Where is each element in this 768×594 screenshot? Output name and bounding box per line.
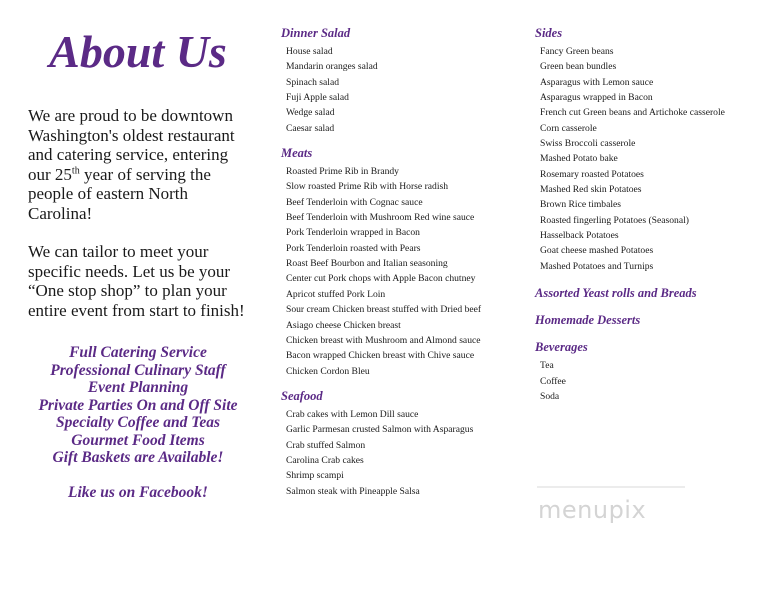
section-title-desserts: Homemade Desserts: [535, 313, 641, 328]
menu-item: Mandarin oranges salad: [286, 61, 378, 73]
menu-item: Asparagus wrapped in Bacon: [540, 92, 653, 104]
service-item: Event Planning: [87, 379, 189, 396]
section-title-rolls: Assorted Yeast rolls and Breads: [535, 286, 697, 301]
menu-column-middle: [281, 26, 511, 509]
about-paragraph-2: We can tailor to meet your specific needs. Let us be your “One stop shop” to plan your entire event from start to finish!: [28, 242, 245, 320]
section-title-dinner-salad: Dinner Salad: [281, 26, 351, 40]
menu-column-right: [535, 26, 760, 414]
section-title-seafood: Seafood: [281, 388, 323, 403]
dinner-salad-list: [286, 44, 511, 136]
menu-item: Wedge salad: [286, 107, 335, 119]
menu-item: Chicken breast with Mushroom and Almond sauce: [286, 334, 481, 346]
menu-item: Green bean bundles: [540, 61, 617, 73]
menu-item: Beef Tenderloin with Cognac sauce: [286, 196, 423, 208]
menu-item: Goat cheese mashed Potatoes: [540, 245, 654, 257]
service-item: Gift Baskets are Available!: [52, 449, 224, 466]
menu-item: Roasted fingerling Potatoes (Seasonal): [540, 214, 689, 226]
menu-item: French cut Green beans and Artichoke casserole: [540, 107, 725, 119]
menu-item: Slow roasted Prime Rib with Horse radish: [286, 181, 449, 193]
menu-item: Hasselback Potatoes: [540, 230, 619, 242]
menu-item: Shrimp scampi: [286, 470, 344, 482]
section-title-meats: Meats: [281, 146, 313, 161]
menu-item: Coffee: [540, 375, 566, 387]
menu-item: Garlic Parmesan crusted Salmon with Asparagus: [286, 424, 474, 436]
about-intro: [22, 106, 254, 320]
menu-item: Beef Tenderloin with Mushroom Red wine sauce: [286, 212, 475, 224]
service-item: Gourmet Food Items: [71, 431, 205, 449]
services-list: [22, 344, 254, 467]
menu-item: Spinach salad: [286, 76, 340, 88]
service-item: Private Parties On and Off Site: [38, 396, 238, 414]
menu-item: Caesar salad: [286, 122, 335, 134]
menu-item: Roast Beef Bourbon and Italian seasoning: [286, 258, 448, 270]
menu-item: Pork Tenderloin roasted with Pears: [286, 242, 421, 254]
about-p1-text-end: year of serving the people of eastern North Carolina!: [28, 164, 211, 223]
menu-item: Mashed Potato bake: [540, 153, 618, 165]
section-title-beverages: Beverages: [535, 340, 588, 355]
menu-item: Fuji Apple salad: [286, 92, 349, 104]
menu-item: Carolina Crab cakes: [286, 454, 364, 466]
seafood-list: [286, 407, 511, 499]
menu-item: Crab stuffed Salmon: [286, 439, 366, 451]
facebook-callout: Like us on Facebook!: [68, 483, 208, 501]
about-paragraph-1: [28, 106, 254, 223]
beverages-list: [540, 358, 760, 404]
about-p1-text: We are proud to be downtown Washington's oldest restaurant and catering service, entering our 25: [28, 106, 235, 184]
menu-item: Tea: [540, 360, 554, 372]
menu-item: Swiss Broccoli casserole: [540, 138, 636, 150]
meats-list: [286, 164, 511, 379]
sides-list: [540, 44, 760, 274]
menu-item: Apricot stuffed Pork Loin: [286, 288, 386, 300]
menu-item: Bacon wrapped Chicken breast with Chive sauce: [286, 350, 475, 362]
menu-item: Corn casserole: [540, 122, 597, 134]
menu-item: Chicken Cordon Bleu: [286, 365, 370, 377]
menu-item: Asiago cheese Chicken breast: [286, 319, 401, 331]
service-item: Professional Culinary Staff: [50, 361, 226, 379]
watermark-divider: [537, 486, 685, 488]
menu-item: Mashed Potatoes and Turnips: [540, 260, 654, 272]
menu-item: Brown Rice timbales: [540, 199, 621, 211]
menu-item: Sour cream Chicken breast stuffed with Dried beef: [286, 304, 482, 316]
section-title-sides: Sides: [535, 26, 563, 40]
menu-item: Mashed Red skin Potatoes: [540, 184, 642, 196]
menu-item: Soda: [540, 390, 560, 402]
menu-item: Fancy Green beans: [540, 46, 614, 57]
service-item: Specialty Coffee and Teas: [55, 414, 221, 431]
about-p1-superscript: th: [71, 164, 80, 176]
menu-item: Center cut Pork chops with Apple Bacon chutney: [286, 273, 476, 285]
menu-item: Salmon steak with Pineapple Salsa: [286, 485, 420, 497]
menu-item: Rosemary roasted Potatoes: [540, 168, 644, 180]
about-column: [22, 24, 254, 502]
menu-item: Pork Tenderloin wrapped in Bacon: [286, 227, 420, 239]
service-item: Full Catering Service: [69, 344, 207, 361]
menu-item: Roasted Prime Rib in Brandy: [286, 166, 399, 178]
menu-item: Asparagus with Lemon sauce: [540, 76, 654, 88]
menu-item: House salad: [286, 46, 333, 57]
about-title: About Us: [49, 26, 227, 77]
menu-item: Crab cakes with Lemon Dill sauce: [286, 408, 419, 420]
menupix-watermark: menupix: [538, 496, 647, 524]
